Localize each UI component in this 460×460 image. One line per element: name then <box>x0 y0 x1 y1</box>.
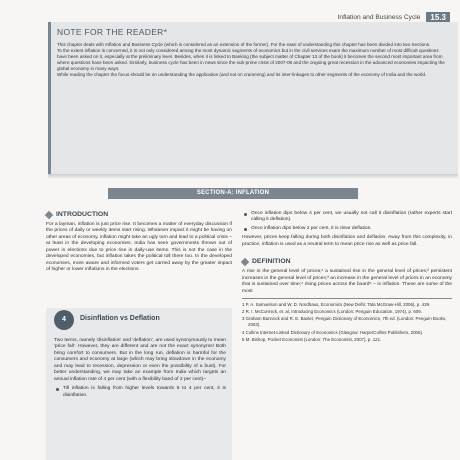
reader-note-body <box>57 42 447 79</box>
deflation-bullets <box>242 211 452 233</box>
definition-heading-text: DEFINITION <box>252 258 291 266</box>
definition-heading <box>242 258 452 265</box>
footnote: 2 R. I. McCormick, et. al, Introducing Economics (London: Penguin Education, 1974), p. 609. <box>242 309 422 315</box>
footnote: 4 Collins Internet-Linked Dictionary of Economics (Glasgow: HarperCollins Publishers, 2006). <box>242 329 424 335</box>
diamond-bullet-icon <box>241 258 249 266</box>
list-item: Once inflation dips below 4 per cent, we usually not call it disinflation (rather experts start calling it deflation). <box>242 211 452 224</box>
list-item: Till inflation is falling from higher levels towards 6 to 4 per cent, it is disinflation. <box>54 386 226 399</box>
introduction-heading-text: INTRODUCTION <box>56 211 109 218</box>
footnotes <box>242 302 452 343</box>
footnote: 1 P. A. Samuelson and W. D. Nordhaus, Economics (New Delhi: Tata McGraw-Hill, 2006), p. 439. <box>242 302 431 308</box>
disinflation-body <box>54 338 226 402</box>
reader-note-paragraph: This chapter deals with Inflation and Business Cycle (which is considered as an extension of the former). For the ease of understanding this chapter has been divided into two Sections. <box>57 42 431 47</box>
disinflation-box <box>46 308 232 460</box>
diamond-bullet-icon <box>45 210 53 218</box>
price-fall-paragraph: However, prices keep falling during both disinflation and deflation. Away from this complexity, in practice, inflation is used as a neutral term to mean price rise as well as price fall. <box>242 235 452 247</box>
disinflation-text: Two terms, namely 'disinflation' and 'deflation', are used synonymously to mean 'price fall'. However, they are different and are not the exact synonyms! Both bring comfort to consumers. But in the long run, deflation is harmful for the consumers and economy at large (which may bring slowdown in the economy and may lead to recession, depression or even the possibility of a bust). For better understanding, we may take an example from India which targets an annual inflation rate of 4 per cent (with a flexibility band of 2 per cent)– <box>54 338 226 382</box>
disinflation-title: Disinflation vs Deflation <box>80 315 160 322</box>
disinflation-header <box>46 308 232 332</box>
footnote: 3 Graham Bannock and R. E. Baxter, Penguin Dictionary of Economics, 7th ed. (London: Penguin Books, 2003). <box>242 316 447 328</box>
footnote-divider <box>242 298 452 299</box>
page-number: 15.3 <box>426 12 450 23</box>
section-heading-bar: SECTION-A: INFLATION <box>108 188 358 199</box>
introduction-heading <box>46 211 232 218</box>
reader-note-paragraph: While reading the chapter the focus should be on understanding the application (and not on cramming) and its inter-linkages to other segments of the economy of India and the world. <box>57 72 427 78</box>
right-column <box>242 211 452 344</box>
reader-note-box <box>48 22 458 174</box>
definition-text: A rise in the general level of prices;¹ a sustained rise in the general level of prices;² persistent increases in the general level of prices;³ an increase in the general level of prices in an economy that is sustained over time;⁴ rising prices across the board⁵ – is inflation. These are some of the most <box>242 269 452 294</box>
reader-note-paragraph: To the extent inflation is concerned, it is not only considered among the most dynamic segments of economics but in the civil services exam the maximum number of most difficult questions have been asked on it, especially at the preliminary level. Besides, when it is linked to Banking (the subject matter of Chapter 13 of the book) it becomes the second most important area from where questions have been asked. Similarly, business cycle has been in news since the sub-prime crisis of 2007-08 and the ongoing great recession in the advanced economies impacting the global economy in many ways. <box>57 48 445 72</box>
running-title: Inflation and Business Cycle <box>337 14 421 21</box>
reader-note-title: NOTE FOR THE READER* <box>57 27 168 37</box>
footnote: 5 M. Bishop, Pocket Economist (London: The Economist, 2007), p. 121. <box>242 336 382 342</box>
note-shadow <box>48 174 458 179</box>
introduction-text: For a layman, inflation is just price rise. It becomes a matter of everyday discussion if the prices of daily or weekly items start rising. Whatever impact it might be having on other areas of economy, inflation might take an ugly turn and lead to a political crisis – at least in the developing economies. India has seen governments thrown out of power in elections due to price rise in daily-use items. This is not the case in the developed economies, but inflation takes the political toll there too. In the developed economies, more aware and informed voters get carried away by the greater impact of higher or lower inflations in the elections. <box>46 222 232 273</box>
number-badge-icon: 4 <box>54 310 74 330</box>
disinflation-bullets <box>54 386 226 399</box>
left-column <box>46 211 232 274</box>
list-item: Once inflation dips below 2 per cent, it is clear deflation. <box>242 226 452 232</box>
